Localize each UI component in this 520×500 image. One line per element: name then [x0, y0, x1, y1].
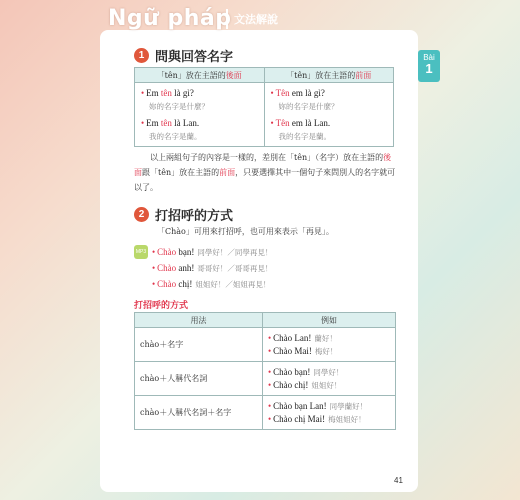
table2-header-usage: 用法 — [135, 313, 263, 328]
section1-heading — [134, 46, 233, 65]
greeting-usage-table — [134, 312, 396, 430]
section2-heading — [134, 205, 233, 224]
table1-header-after: 「tên」放在主語的後面 — [135, 68, 265, 83]
audio-track-icon[interactable]: MP3 01 — [134, 245, 148, 259]
table1-cell-before — [264, 83, 394, 147]
table1-translation: 妳的名字是什麼？ — [278, 102, 339, 111]
table2-usage-cell: chào＋名字 — [135, 328, 263, 362]
lesson-tab-number: 1 — [425, 61, 433, 76]
table-row — [135, 396, 396, 430]
table1-translation: 我的名字是蘭。 — [149, 132, 202, 141]
table1-example-line: • Tên em là Lan. — [270, 118, 331, 128]
section2-intro: 「Chào」可用來打招呼，也可用來表示「再見」。 — [157, 227, 334, 236]
greeting-table-title: 打招呼的方式 — [134, 301, 189, 311]
page-number: 41 — [394, 476, 403, 485]
name-question-table — [134, 67, 394, 147]
lesson-tab[interactable] — [418, 50, 440, 82]
section1-explanation: 以上兩組句子的內容是一樣的，差別在「tên」（名字）放在主語的後面跟「tên」放在主語的前面，只要選擇其中一個句子來問別人的名字就可以了。 — [134, 153, 396, 192]
table1-example-line: • Em tên là Lan. — [141, 118, 200, 128]
table2-example-cell: • Chào Lan! 蘭好！ • Chào Mai! 梅好！ — [263, 328, 396, 362]
table2-header-example: 例如 — [263, 313, 396, 328]
page-subtitle: 文法解說 — [226, 9, 284, 29]
section1-title: 問與回答名字 — [155, 50, 234, 65]
table1-translation: 我的名字是蘭。 — [278, 132, 331, 141]
greeting-example: • Chào anh! 哥哥好！／哥哥再見！ — [152, 263, 273, 273]
greeting-example: • Chào chị! 姐姐好！／姐姐再見！ — [152, 279, 271, 289]
section1-number-badge: 1 — [134, 48, 149, 63]
section2-title: 打招呼的方式 — [155, 209, 234, 224]
table1-translation: 妳的名字是什麼？ — [149, 102, 209, 111]
lesson-tab-label: Bài — [423, 53, 435, 62]
table1-header-before: 「tên」放在主語的前面 — [264, 68, 394, 83]
table2-usage-cell: chào＋人稱代名詞＋名字 — [135, 396, 263, 430]
greeting-example: • Chào bạn! 同學好！／同學再見！ — [152, 247, 273, 257]
table2-usage-cell: chào＋人稱代名詞 — [135, 362, 263, 396]
section2-number-badge: 2 — [134, 207, 149, 222]
table-row — [135, 362, 396, 396]
table1-example-line: • Tên em là gì? — [270, 88, 325, 98]
table2-example-cell: • Chào bạn! 同學好！ • Chào chị! 姐姐好！ — [263, 362, 396, 396]
page-title: Ngữ pháp — [108, 6, 232, 31]
table1-cell-after — [135, 83, 265, 147]
table-row — [135, 328, 396, 362]
table1-example-line: • Em tên là gì? — [141, 88, 194, 98]
table2-example-cell: • Chào bạn Lan! 同學蘭好！ • Chào chị Mai! 梅姐姐好！ — [263, 396, 396, 430]
